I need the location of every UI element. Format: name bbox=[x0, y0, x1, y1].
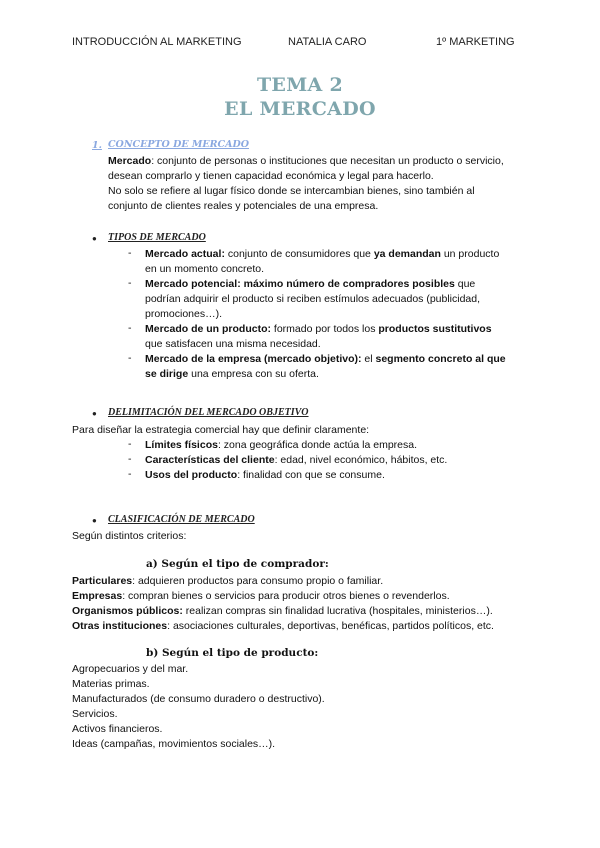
delimitacion-term: Usos del producto bbox=[145, 469, 238, 481]
tipos-actual-line-1 bbox=[145, 247, 499, 262]
producto-item: Servicios. bbox=[72, 708, 118, 720]
comprador-term: Organismos públicos: bbox=[72, 605, 183, 617]
tipos-potencial-text-a: que bbox=[454, 278, 476, 290]
concepto-line-2: desean comprarlo y tienen capacidad económica y legal para hacerlo. bbox=[108, 170, 434, 182]
concepto-line-1 bbox=[108, 154, 504, 169]
title-line-2: EL MERCADO bbox=[224, 98, 376, 120]
tipos-actual-text-c: un producto bbox=[440, 248, 500, 260]
producto-item: Ideas (campañas, movimientos sociales…). bbox=[72, 738, 276, 750]
subheading-producto: b) Según el tipo de producto: bbox=[146, 647, 319, 659]
delimitacion-term: Límites físicos bbox=[145, 439, 218, 451]
tipos-actual-text-a: conjunto de consumidores que bbox=[224, 248, 374, 260]
producto-item: Agropecuarios y del mar. bbox=[72, 663, 189, 675]
section-number: 1. bbox=[92, 140, 102, 151]
concepto-line-4: conjunto de clientes reales y potenciales de una empresa. bbox=[108, 200, 379, 212]
comprador-text: : compran bienes o servicios para producir otros bienes o revenderlos. bbox=[122, 590, 450, 602]
subheading-comprador: a) Según el tipo de comprador: bbox=[146, 558, 329, 570]
delimitacion-text: : edad, nivel económico, hábitos, etc. bbox=[274, 454, 448, 466]
delimitacion-text: : zona geográfica donde actúa la empresa. bbox=[217, 439, 418, 451]
bullet-icon: ● bbox=[92, 234, 97, 243]
tipos-empresa-line-2 bbox=[145, 367, 319, 382]
delimitacion-intro: Para diseñar la estrategia comercial hay que definir claramente: bbox=[72, 424, 370, 436]
clasificacion-intro: Según distintos criterios: bbox=[72, 530, 187, 542]
tipos-actual-term: Mercado actual: bbox=[145, 248, 225, 260]
comprador-text: : asociaciones culturales, deportivas, benéficas, partidos políticos, etc. bbox=[167, 620, 494, 632]
title-line-1: TEMA 2 bbox=[256, 74, 344, 96]
comprador-term: Empresas bbox=[72, 590, 123, 602]
comprador-term: Otras instituciones bbox=[72, 620, 168, 632]
comprador-item bbox=[72, 589, 450, 604]
comprador-item bbox=[72, 604, 493, 619]
delimitacion-item bbox=[145, 468, 385, 483]
header-author: NATALIA CARO bbox=[288, 36, 367, 48]
dash-marker: - bbox=[128, 322, 132, 334]
tipos-producto-bold: productos sustitutivos bbox=[378, 323, 492, 335]
tipos-empresa-term: Mercado de la empresa (mercado objetivo): bbox=[145, 353, 362, 365]
comprador-text: realizan compras sin finalidad lucrativa (hospitales, ministerios…). bbox=[182, 605, 493, 617]
dash-marker: - bbox=[128, 352, 132, 364]
tipos-empresa-text-2: una empresa con su oferta. bbox=[188, 368, 319, 380]
tipos-potencial-term: Mercado potencial: máximo número de compradores posibles bbox=[145, 278, 455, 290]
tipos-producto-text-a: formado por todos los bbox=[271, 323, 379, 335]
tipos-empresa-text-a: el bbox=[361, 353, 376, 365]
tipos-potencial-line-3: promociones…). bbox=[145, 308, 223, 320]
section-heading-clasificacion: CLASIFICACIÓN DE MERCADO bbox=[108, 514, 255, 525]
delimitacion-text: : finalidad con que se consume. bbox=[237, 469, 385, 481]
bullet-icon: ● bbox=[92, 516, 97, 525]
tipos-empresa-bold-2: se dirige bbox=[145, 368, 189, 380]
tipos-producto-line-1 bbox=[145, 322, 492, 337]
tipos-producto-line-2: que satisfacen una misma necesidad. bbox=[145, 338, 321, 350]
dash-marker: - bbox=[128, 468, 132, 480]
comprador-item bbox=[72, 619, 494, 634]
tipos-potencial-line-1 bbox=[145, 277, 475, 292]
concepto-def-1: : conjunto de personas o instituciones que necesitan un producto o servicio, bbox=[151, 155, 504, 167]
tipos-actual-bold: ya demandan bbox=[373, 248, 441, 260]
concepto-line-3: No solo se refiere al lugar físico donde se intercambian bienes, sino también al bbox=[108, 185, 475, 197]
section-heading-concepto: CONCEPTO DE MERCADO bbox=[108, 139, 250, 150]
tipos-producto-term: Mercado de un producto: bbox=[145, 323, 271, 335]
tipos-empresa-line-1 bbox=[145, 352, 506, 367]
comprador-text: : adquieren productos para consumo propio o familiar. bbox=[132, 575, 384, 587]
concepto-term: Mercado bbox=[108, 155, 152, 167]
comprador-term: Particulares bbox=[72, 575, 133, 587]
tipos-empresa-bold: segmento concreto al que bbox=[375, 353, 506, 365]
bullet-icon: ● bbox=[92, 409, 97, 418]
dash-marker: - bbox=[128, 453, 132, 465]
section-heading-delimitacion: DELIMITACIÓN DEL MERCADO OBJETIVO bbox=[108, 407, 309, 418]
producto-item: Manufacturados (de consumo duradero o destructivo). bbox=[72, 693, 325, 705]
producto-item: Materias primas. bbox=[72, 678, 150, 690]
delimitacion-item bbox=[145, 438, 417, 453]
tipos-actual-line-2: en un momento concreto. bbox=[145, 263, 265, 275]
section-heading-tipos: TIPOS DE MERCADO bbox=[108, 232, 206, 243]
dash-marker: - bbox=[128, 277, 132, 289]
delimitacion-item bbox=[145, 453, 447, 468]
tipos-potencial-line-2: podrían adquirir el producto si reciben estímulos adecuados (publicidad, bbox=[145, 293, 481, 305]
dash-marker: - bbox=[128, 247, 132, 259]
delimitacion-term: Características del cliente bbox=[145, 454, 275, 466]
comprador-item bbox=[72, 574, 383, 589]
header-subject: INTRODUCCIÓN AL MARKETING bbox=[72, 36, 242, 48]
header-course: 1º MARKETING bbox=[436, 36, 515, 48]
dash-marker: - bbox=[128, 438, 132, 450]
producto-item: Activos financieros. bbox=[72, 723, 163, 735]
